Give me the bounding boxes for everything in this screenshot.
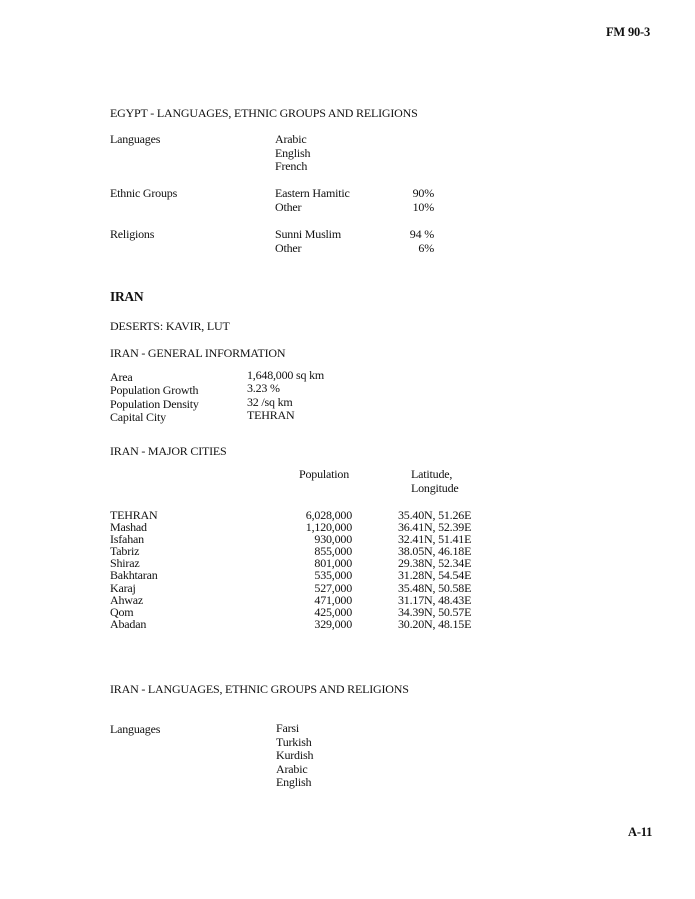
city-population: 6,028,000 xyxy=(305,508,352,522)
city-population: 930,000 xyxy=(314,532,352,547)
iran-general-info-values xyxy=(247,369,324,422)
percentage-value: 90% xyxy=(412,186,434,200)
iran-languages-list xyxy=(276,722,313,790)
egypt-ethnic-groups-names xyxy=(275,187,350,214)
city-coords-column xyxy=(398,509,471,630)
city-name: Tabriz xyxy=(110,544,140,559)
info-value: TEHRAN xyxy=(247,407,295,422)
percentage-value: 6% xyxy=(418,240,434,255)
population-column-header: Population xyxy=(299,467,350,481)
list-item: English xyxy=(276,775,312,789)
iran-heading: IRAN xyxy=(110,289,144,304)
city-name: TEHRAN xyxy=(110,508,158,522)
iran-languages-section-title: IRAN - LANGUAGES, ETHNIC GROUPS AND RELIGIONS xyxy=(110,682,409,696)
city-name: Shiraz xyxy=(110,556,140,571)
city-population: 527,000 xyxy=(314,580,352,595)
info-value: 32 /sq km xyxy=(247,394,293,409)
city-coords: 36.41N, 52.39E xyxy=(398,520,472,535)
iran-major-cities-title: IRAN - MAJOR CITIES xyxy=(110,444,227,458)
list-item: Other xyxy=(275,199,302,214)
list-item: Eastern Hamitic xyxy=(275,186,350,200)
info-label: Capital City xyxy=(110,409,166,424)
city-population: 1,120,000 xyxy=(305,520,352,535)
iran-general-info-labels xyxy=(110,371,199,424)
egypt-religions-percentages xyxy=(380,228,434,255)
city-coords: 35.40N, 51.26E xyxy=(398,508,472,522)
info-label: Population Density xyxy=(110,396,199,411)
list-item: English xyxy=(275,145,311,160)
iran-deserts: DESERTS: KAVIR, LUT xyxy=(110,319,230,333)
info-label: Area xyxy=(110,370,133,384)
iran-general-info-title: IRAN - GENERAL INFORMATION xyxy=(110,346,286,360)
info-label: Population Growth xyxy=(110,383,199,398)
city-coords: 31.28N, 54.54E xyxy=(398,568,472,583)
percentage-value: 94 % xyxy=(409,227,434,241)
city-coords: 35.48N, 50.58E xyxy=(398,580,472,595)
egypt-religions-names xyxy=(275,228,341,255)
page-number: A-11 xyxy=(628,825,653,839)
list-item: Sunni Muslim xyxy=(275,227,341,241)
city-population: 535,000 xyxy=(314,568,352,583)
city-coords: 30.20N, 48.15E xyxy=(398,616,472,631)
list-item: Kurdish xyxy=(276,748,314,762)
percentage-value: 10% xyxy=(412,199,434,214)
latlong-column-header xyxy=(411,468,459,495)
iran-languages-label: Languages xyxy=(110,722,161,736)
column-header-line: Latitude, xyxy=(411,467,453,481)
city-name: Bakhtaran xyxy=(110,568,158,583)
egypt-languages-label: Languages xyxy=(110,132,161,146)
document-id: FM 90-3 xyxy=(606,25,651,39)
city-name: Qom xyxy=(110,604,134,619)
egypt-section-title: EGYPT - LANGUAGES, ETHNIC GROUPS AND RELIGIONS xyxy=(110,106,418,120)
egypt-ethnic-groups-percentages xyxy=(380,187,434,214)
city-name: Ahwaz xyxy=(110,592,143,607)
list-item: Farsi xyxy=(276,721,300,735)
city-name: Karaj xyxy=(110,580,136,595)
city-population: 329,000 xyxy=(314,616,352,631)
city-population-column xyxy=(290,509,352,630)
list-item: Arabic xyxy=(276,761,308,776)
column-header-line: Longitude xyxy=(411,480,459,495)
city-population: 471,000 xyxy=(314,592,352,607)
info-value: 3.23 % xyxy=(247,381,280,396)
info-value: 1,648,000 sq km xyxy=(247,368,325,382)
list-item: French xyxy=(275,159,308,173)
egypt-religions-label: Religions xyxy=(110,227,155,241)
city-population: 801,000 xyxy=(314,556,352,571)
city-coords: 29.38N, 52.34E xyxy=(398,556,472,571)
city-population: 425,000 xyxy=(314,604,352,619)
city-population: 855,000 xyxy=(314,544,352,559)
city-coords: 38.05N, 46.18E xyxy=(398,544,472,559)
city-name: Abadan xyxy=(110,616,147,631)
city-coords: 34.39N, 50.57E xyxy=(398,604,472,619)
list-item: Turkish xyxy=(276,734,312,749)
list-item: Arabic xyxy=(275,132,307,146)
city-coords: 32.41N, 51.41E xyxy=(398,532,472,547)
egypt-languages-list xyxy=(275,133,310,174)
egypt-ethnic-groups-label: Ethnic Groups xyxy=(110,186,178,200)
city-coords: 31.17N, 48.43E xyxy=(398,592,472,607)
city-name: Isfahan xyxy=(110,532,144,547)
list-item: Other xyxy=(275,240,302,255)
city-name: Mashad xyxy=(110,520,147,535)
city-names-column xyxy=(110,509,158,630)
